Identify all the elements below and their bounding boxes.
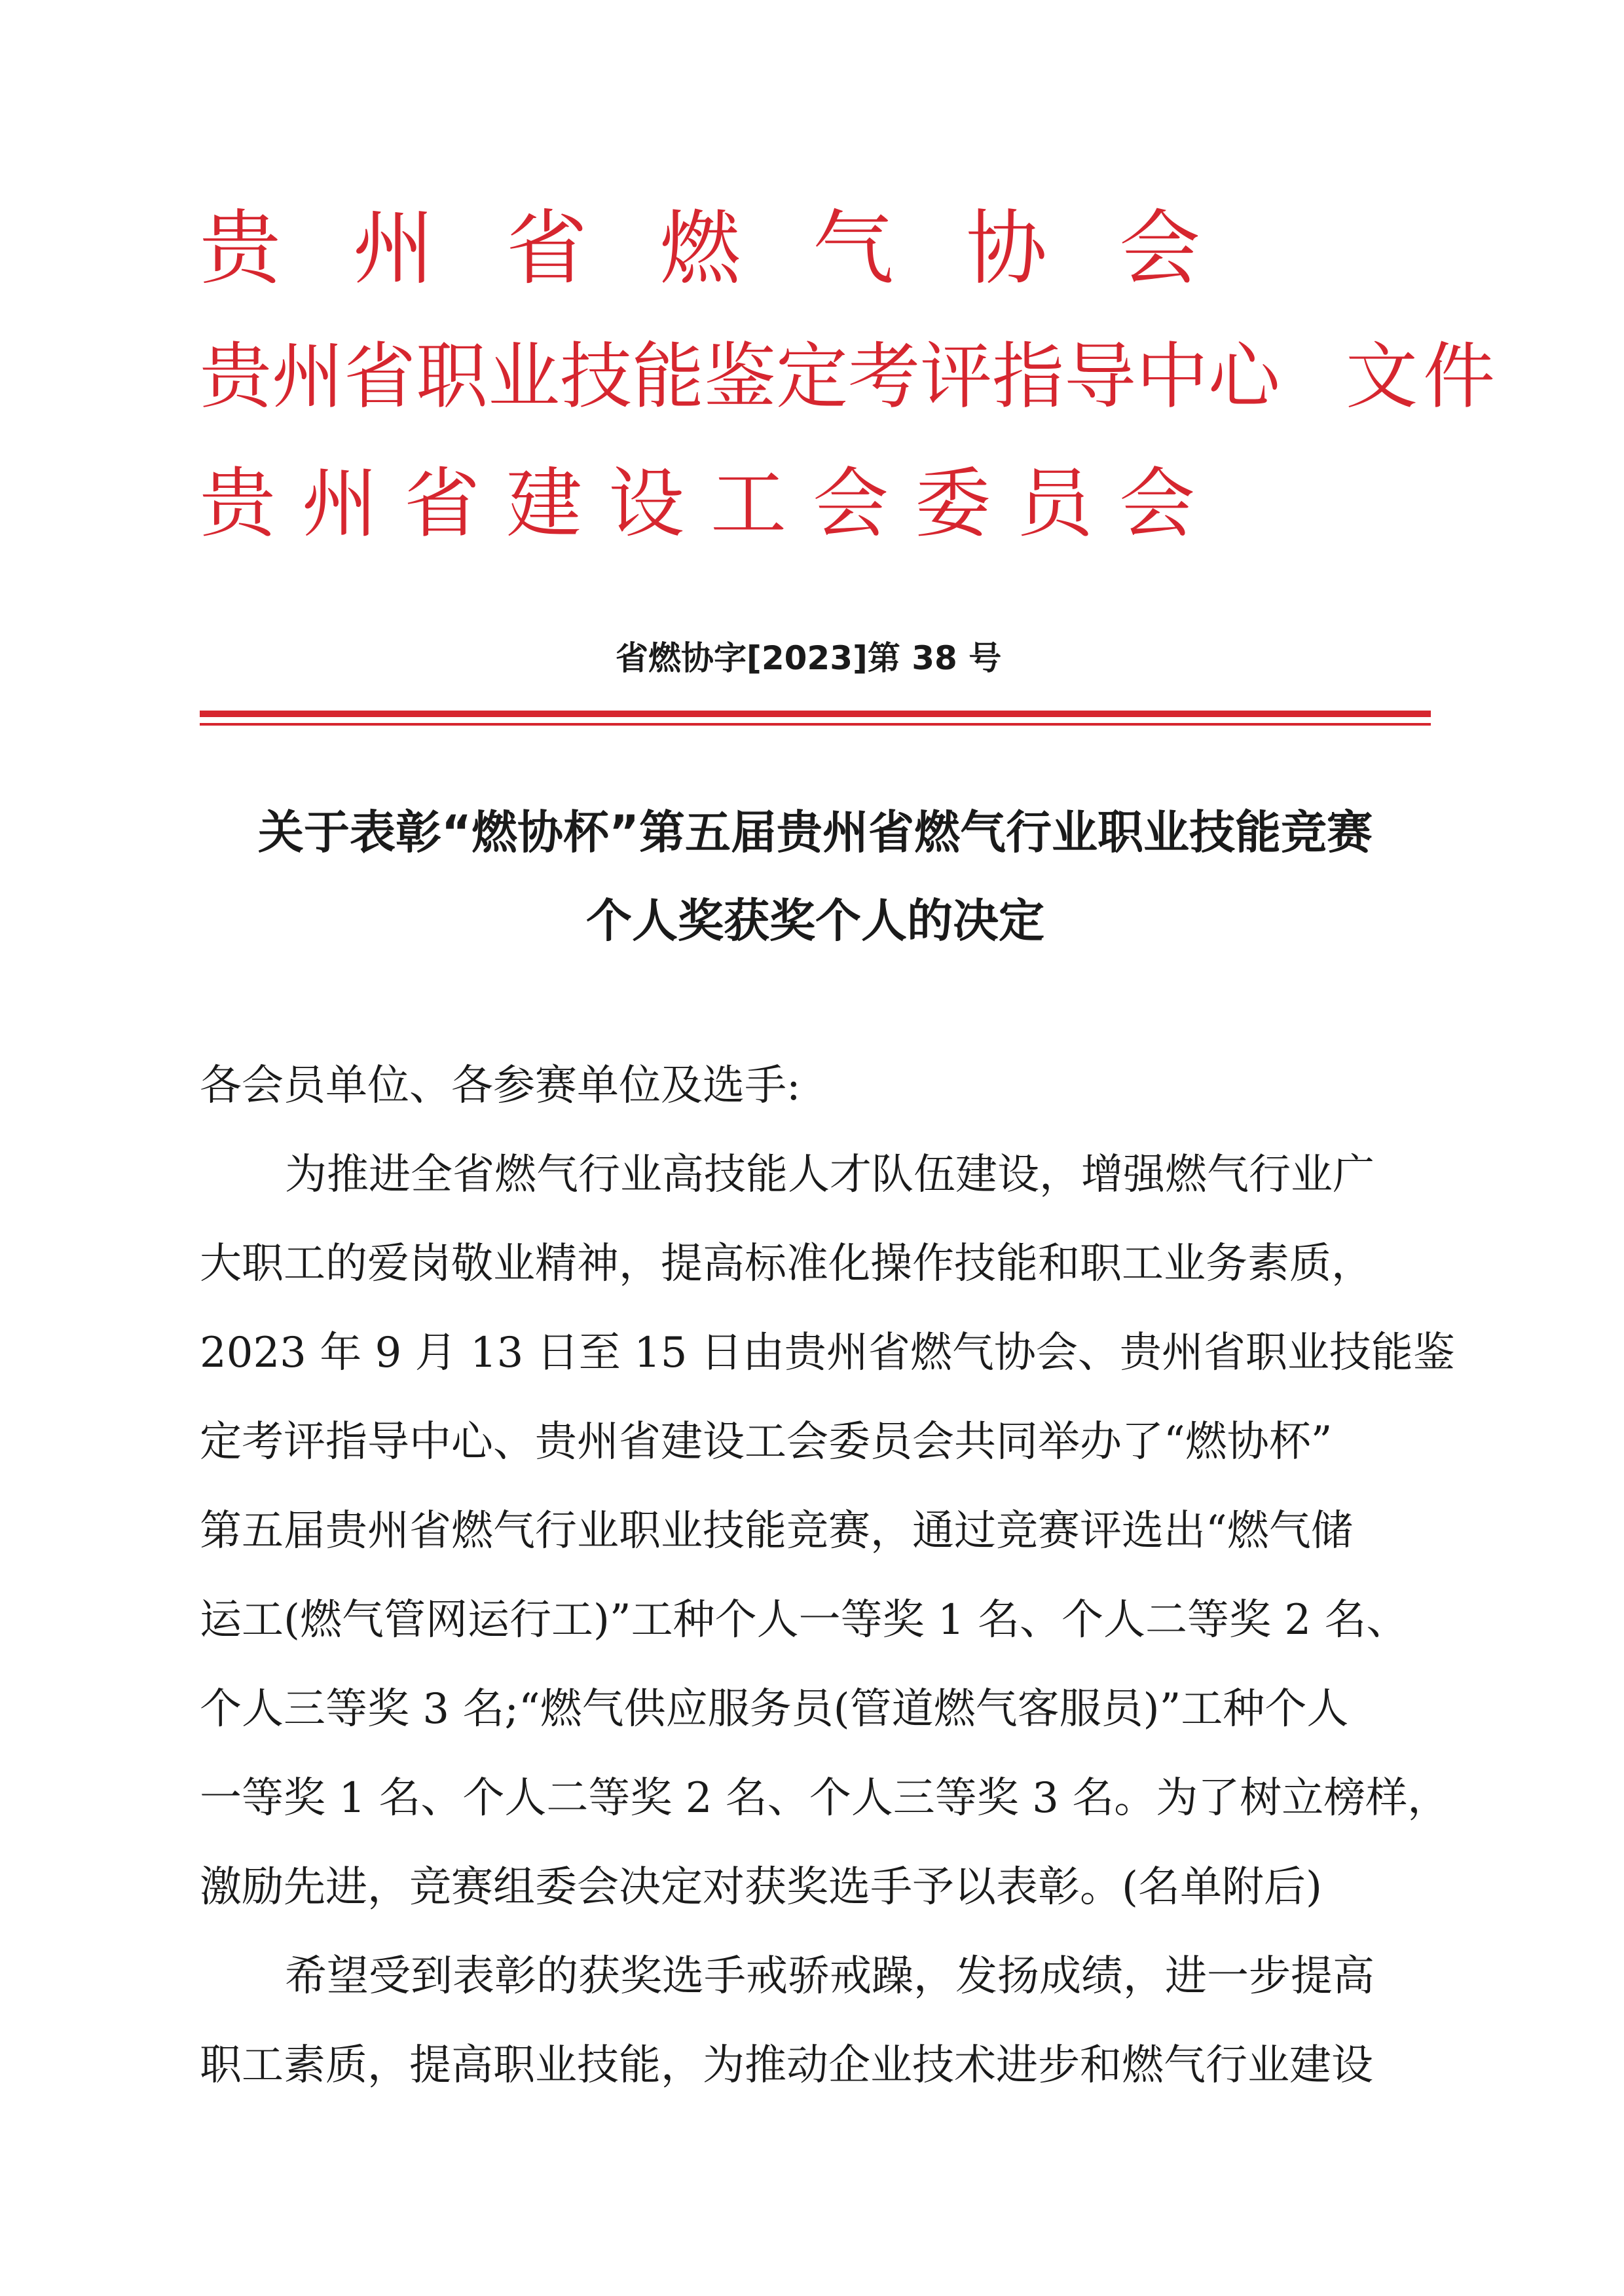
paragraph-1-line: 激励先进，竞赛组委会决定对获奖选手予以表彰。(名单附后) bbox=[200, 1863, 1322, 1912]
salutation: 各会员单位、各参赛单位及选手: bbox=[200, 1062, 801, 1110]
paragraph-1-line: 为推进全省燃气行业高技能人才队伍建设，增强燃气行业广 bbox=[285, 1151, 1375, 1199]
paragraph-1-line: 一等奖 1 名、个人二等奖 2 名、个人三等奖 3 名。为了树立榜样， bbox=[200, 1774, 1450, 1823]
paragraph-1-line: 2023 年 9 月 13 日至 15 日由贵州省燃气协会、贵州省职业技能鉴 bbox=[200, 1329, 1455, 1377]
issuing-org-skills-center-name: 贵州省职业技能鉴定考评指导中心 bbox=[200, 335, 1280, 418]
paragraph-2-line: 职工素质，提高职业技能，为推动企业技术进步和燃气行业建设 bbox=[200, 2041, 1373, 2090]
paragraph-1-line: 定考评指导中心、贵州省建设工会委员会共同举办了“燃协杯” bbox=[200, 1418, 1333, 1466]
issuing-org-trade-union: 贵州省建设工会委员会 bbox=[200, 460, 1221, 548]
document-number: 省燃协字[2023]第 38 号 bbox=[616, 639, 1002, 677]
paragraph-2-line: 希望受到表彰的获奖选手戒骄戒躁，发扬成绩，进一步提高 bbox=[285, 1952, 1375, 2001]
red-separator-thin bbox=[200, 723, 1431, 726]
document-title-line-1: 关于表彰“燃协杯”第五届贵州省燃气行业职业技能竞赛 bbox=[257, 805, 1373, 859]
paragraph-1-line: 运工(燃气管网运行工)”工种个人一等奖 1 名、个人二等奖 2 名、 bbox=[200, 1596, 1409, 1644]
document-title-line-2: 个人奖获奖个人的决定 bbox=[586, 894, 1044, 948]
document-type-label: 文件 bbox=[1346, 335, 1500, 418]
paragraph-1-line: 第五届贵州省燃气行业职业技能竞赛，通过竞赛评选出“燃气储 bbox=[200, 1507, 1353, 1555]
issuing-org-gas-association: 贵州省燃气协会 bbox=[200, 202, 1273, 296]
issuing-org-skills-center bbox=[200, 335, 1500, 418]
red-separator-thick bbox=[200, 711, 1431, 717]
paragraph-1-line: 大职工的爱岗敬业精神，提高标准化操作技能和职工业务素质， bbox=[200, 1240, 1373, 1288]
paragraph-1-line: 个人三等奖 3 名;“燃气供应服务员(管道燃气客服员)”工种个人 bbox=[200, 1685, 1349, 1733]
